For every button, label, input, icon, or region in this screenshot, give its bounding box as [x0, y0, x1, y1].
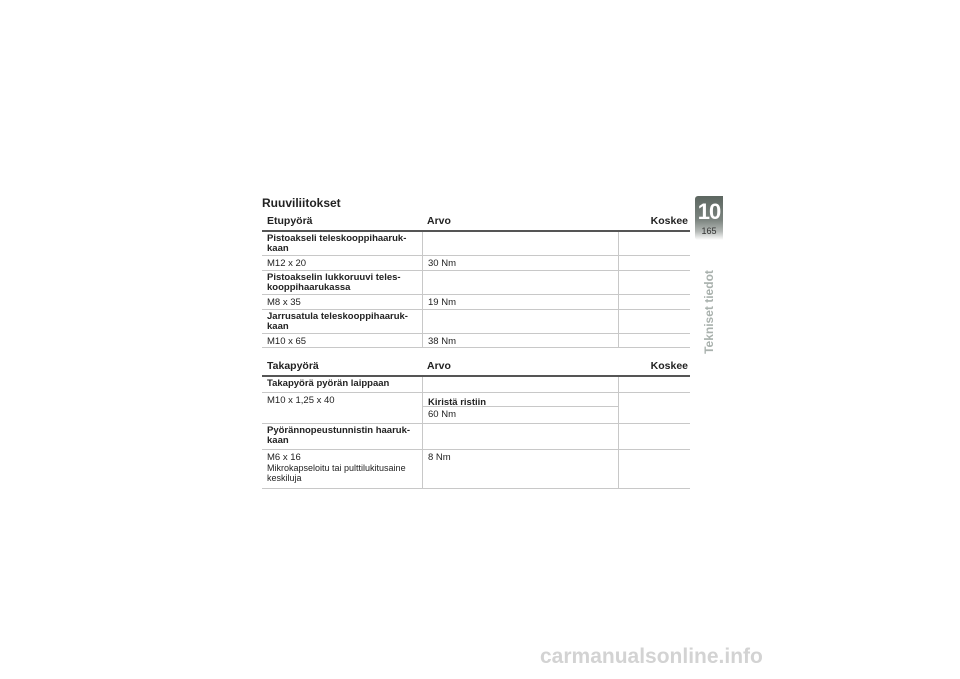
chapter-label: Tekniset tiedot	[702, 270, 716, 354]
table-row	[262, 424, 690, 450]
table-row	[262, 393, 690, 424]
header-applies: Koskee	[650, 359, 688, 372]
bolt-name: Jarrusatula teleskooppihaaruk-kaan	[267, 311, 408, 332]
bolt-name: Pistoakselin lukkoruuvi teles-kooppihaarukassa	[267, 272, 401, 293]
bolt-spec: M12 x 20	[267, 258, 307, 269]
header-rear-wheel: Takapyörä	[267, 359, 319, 372]
torque-value: 8 Nm	[422, 450, 618, 488]
bolt-spec: M6 x 16	[267, 452, 301, 463]
table-row	[262, 232, 690, 256]
table-row	[262, 271, 690, 295]
table-header	[262, 211, 690, 232]
torque-value: 19 Nm	[422, 295, 618, 309]
header-front-wheel: Etupyörä	[267, 214, 313, 227]
torque-value: 60 Nm	[428, 409, 456, 420]
bolt-name: Pyörännopeustunnistin haaruk-kaan	[267, 425, 411, 446]
bolt-name: Takapyörä pyörän laippaan	[267, 378, 390, 389]
header-value: Arvo	[427, 214, 451, 227]
front-wheel-table	[262, 211, 690, 348]
table-row	[262, 450, 690, 489]
page-number: 165	[701, 226, 717, 236]
header-applies: Koskee	[650, 214, 688, 227]
torque-value: 38 Nm	[422, 334, 618, 347]
table-row	[262, 334, 690, 348]
tightening-note: Kiristä ristiin	[423, 393, 618, 407]
table-row	[262, 310, 690, 334]
page-title: Ruuviliitokset	[262, 196, 341, 210]
bolt-spec: M10 x 1,25 x 40	[267, 395, 335, 406]
table-row	[262, 377, 690, 393]
header-value: Arvo	[427, 359, 451, 372]
table-header	[262, 356, 690, 377]
locking-compound-note: Mikrokapseloitu tai pulttilukitusaine keskiluja	[267, 463, 406, 483]
bolt-spec: M8 x 35	[267, 297, 301, 308]
bolt-name: Pistoakseli teleskooppihaaruk-kaan	[267, 233, 407, 254]
table-row	[262, 295, 690, 310]
bolt-spec: M10 x 65	[267, 336, 307, 347]
rear-wheel-table	[262, 356, 690, 489]
table-row	[262, 256, 690, 271]
torque-value: 30 Nm	[422, 256, 618, 270]
chapter-number: 10	[697, 199, 721, 224]
watermark: carmanualsonline.info	[540, 645, 763, 668]
